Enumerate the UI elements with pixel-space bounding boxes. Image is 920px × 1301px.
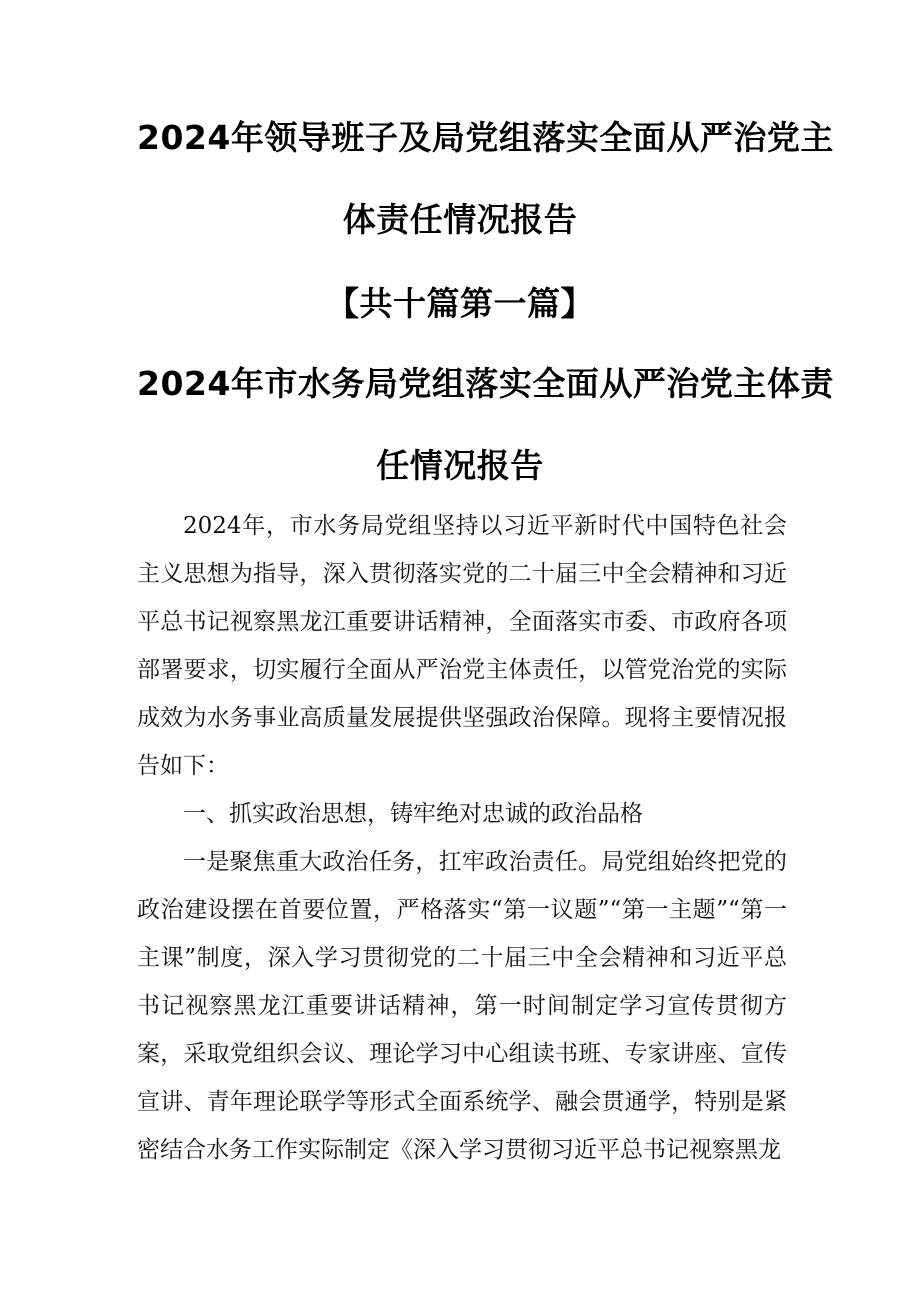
article-title-line-1: 2024年市水务局党组落实全面从严治党主体责 bbox=[137, 364, 834, 403]
section-heading-1: 一、抓实政治思想，铸牢绝对忠诚的政治品格 bbox=[183, 801, 643, 827]
body-paragraph-1: 一是聚焦重大政治任务，扛牢政治责任。局党组始终把党的政治建设摆在首要位置，严格落实“第一议题”“第一主题”“第一主课”制度，深入学习贯彻党的二十届三中全会精神和习近平总书记视察黑龙江重要讲话精神，第一时间制定学习宣传贯彻方案，采取党组织会议、理论学习中心组读书班、专家讲座、宣传宣讲、青年理论联学等形式全面系统学、融会贯通学，特别是紧密结合水务工作实际制定《深入学习贯彻习近平总书记视察黑龙 bbox=[137, 849, 787, 1163]
main-title-line-2: 体责任情况报告 bbox=[342, 200, 578, 239]
subtitle: 【共十篇第一篇】 bbox=[326, 284, 594, 323]
intro-paragraph: 2024年，市水务局党组坚持以习近平新时代中国特色社会主义思想为指导，深入贯彻落实党的二十届三中全会精神和习近平总书记视察黑龙江重要讲话精神，全面落实市委、市政府各项部署要求，切实履行全面从严治党主体责任，以管党治党的实际成效为水务事业高质量发展提供坚强政治保障。现将主要情况报告如下： bbox=[137, 513, 787, 779]
main-title-line-1: 2024年领导班子及局党组落实全面从严治党主 bbox=[137, 118, 834, 157]
article-title-line-2: 任情况报告 bbox=[376, 446, 544, 485]
